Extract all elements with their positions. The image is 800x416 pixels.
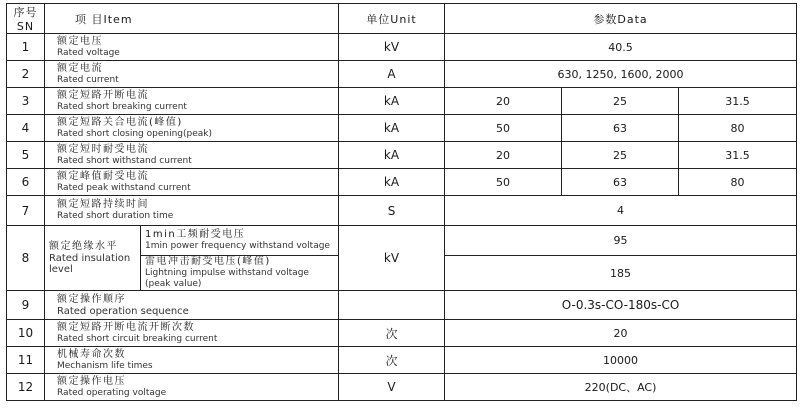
row-value: 31.5 <box>679 88 797 115</box>
row-value: 50 <box>445 169 562 196</box>
item-zh: 额定短时耐受电流 <box>57 143 149 155</box>
row-unit: kA <box>339 115 445 142</box>
row-item <box>45 196 339 226</box>
row-value: 63 <box>562 169 679 196</box>
item-en: Rated short closing opening(peak) <box>57 128 212 139</box>
table-row <box>7 34 797 61</box>
sub-item-zh: 雷电冲击耐受电压(峰值) <box>145 256 271 267</box>
row-unit: kA <box>339 142 445 169</box>
row-sn: 5 <box>7 142 45 169</box>
item-zh: 额定短路开断电流 <box>57 89 149 101</box>
row-value: 50 <box>445 115 562 142</box>
table-row <box>7 320 797 347</box>
row-unit: V <box>339 374 445 401</box>
table-row <box>7 374 797 401</box>
row-item <box>45 347 339 374</box>
item-zh: 额定短路持续时间 <box>57 199 149 210</box>
parameters-table <box>6 3 797 401</box>
row-value: 25 <box>562 142 679 169</box>
row-unit: 次 <box>339 320 445 347</box>
row-value: 10000 <box>445 347 797 374</box>
table-row <box>7 88 797 115</box>
row-sn: 9 <box>7 291 45 320</box>
row-unit: S <box>339 196 445 226</box>
row-item <box>45 88 339 115</box>
row-value: 20 <box>445 142 562 169</box>
item-zh: 额定短路开断电流开断次数 <box>57 321 195 333</box>
item-en: Rated short withstand current <box>57 155 192 166</box>
row-item <box>45 320 339 347</box>
item-en: Rated peak withstand current <box>57 182 191 193</box>
row-value: 20 <box>445 88 562 115</box>
item-zh: 额定绝缘水平 <box>49 241 118 252</box>
row-value: 185 <box>445 256 797 291</box>
row-value: O-0.3s-CO-180s-CO <box>445 291 797 320</box>
row-unit <box>339 291 445 320</box>
header-sn: 序号SN <box>7 4 45 34</box>
row-sn: 4 <box>7 115 45 142</box>
sub-item-zh: 1min工频耐受电压 <box>145 229 246 240</box>
item-en: Rated current <box>57 74 119 85</box>
row-value: 80 <box>679 169 797 196</box>
row-value: 25 <box>562 88 679 115</box>
header-item: 项 目Item <box>45 4 339 34</box>
item-zh: 额定电流 <box>57 62 103 74</box>
row-unit: 次 <box>339 347 445 374</box>
row-value: 630, 1250, 1600, 2000 <box>445 61 797 88</box>
item-en: Rated voltage <box>57 47 120 58</box>
sub-item-en: 1min power frequency withstand voltage <box>145 241 330 251</box>
table-row <box>7 291 797 320</box>
header-unit: 单位Unit <box>339 4 445 34</box>
item-en: Rated short breaking current <box>57 101 187 112</box>
row-item <box>45 142 339 169</box>
row-value: 80 <box>679 115 797 142</box>
item-zh: 额定峰值耐受电流 <box>57 170 149 182</box>
insulation-label <box>45 226 141 291</box>
table-row <box>7 196 797 226</box>
table-row <box>7 61 797 88</box>
table-row <box>7 142 797 169</box>
row-value: 220(DC、AC) <box>445 374 797 401</box>
table-row <box>7 347 797 374</box>
row-sn: 2 <box>7 61 45 88</box>
row-value: 95 <box>445 226 797 256</box>
row-value: 20 <box>445 320 797 347</box>
row-item <box>45 61 339 88</box>
row-sn: 10 <box>7 320 45 347</box>
row-sn: 6 <box>7 169 45 196</box>
row-item <box>45 115 339 142</box>
row-unit: kV <box>339 226 445 291</box>
item-zh: 额定操作顺序 <box>57 293 126 305</box>
row-unit: A <box>339 61 445 88</box>
item-en: Mechanism life times <box>57 360 153 371</box>
row-sn: 12 <box>7 374 45 401</box>
row-sn: 7 <box>7 196 45 226</box>
item-en: Rated operating voltage <box>57 387 167 398</box>
item-zh: 机械寿命次数 <box>57 348 126 360</box>
row-item <box>45 374 339 401</box>
sub-item <box>141 226 339 256</box>
item-en: Rated short circuit breaking current <box>57 333 218 344</box>
row-value: 63 <box>562 115 679 142</box>
row-sn: 11 <box>7 347 45 374</box>
header-row <box>7 4 797 34</box>
item-en: Rated operation sequence <box>57 305 189 317</box>
row-sn: 1 <box>7 34 45 61</box>
sub-item-en: Lightning impulse withstand voltage (peak value) <box>145 268 309 289</box>
row-item <box>45 291 339 320</box>
row-unit: kV <box>339 34 445 61</box>
item-zh: 额定短路关合电流(峰值) <box>57 116 183 128</box>
row-value: 40.5 <box>445 34 797 61</box>
table-row <box>7 226 797 256</box>
row-value: 4 <box>445 196 797 226</box>
row-sn: 8 <box>7 226 45 291</box>
item-en: Rated insulation level <box>49 253 131 275</box>
item-zh: 额定操作电压 <box>57 375 126 387</box>
row-item <box>45 34 339 61</box>
item-en: Rated short duration time <box>57 211 174 221</box>
header-data: 参数Data <box>445 4 797 34</box>
table-row <box>7 169 797 196</box>
row-value: 31.5 <box>679 142 797 169</box>
sub-item <box>141 256 339 291</box>
row-sn: 3 <box>7 88 45 115</box>
table-row <box>7 115 797 142</box>
item-zh: 额定电压 <box>57 35 103 47</box>
row-unit: kA <box>339 88 445 115</box>
row-unit: kA <box>339 169 445 196</box>
row-item <box>45 169 339 196</box>
